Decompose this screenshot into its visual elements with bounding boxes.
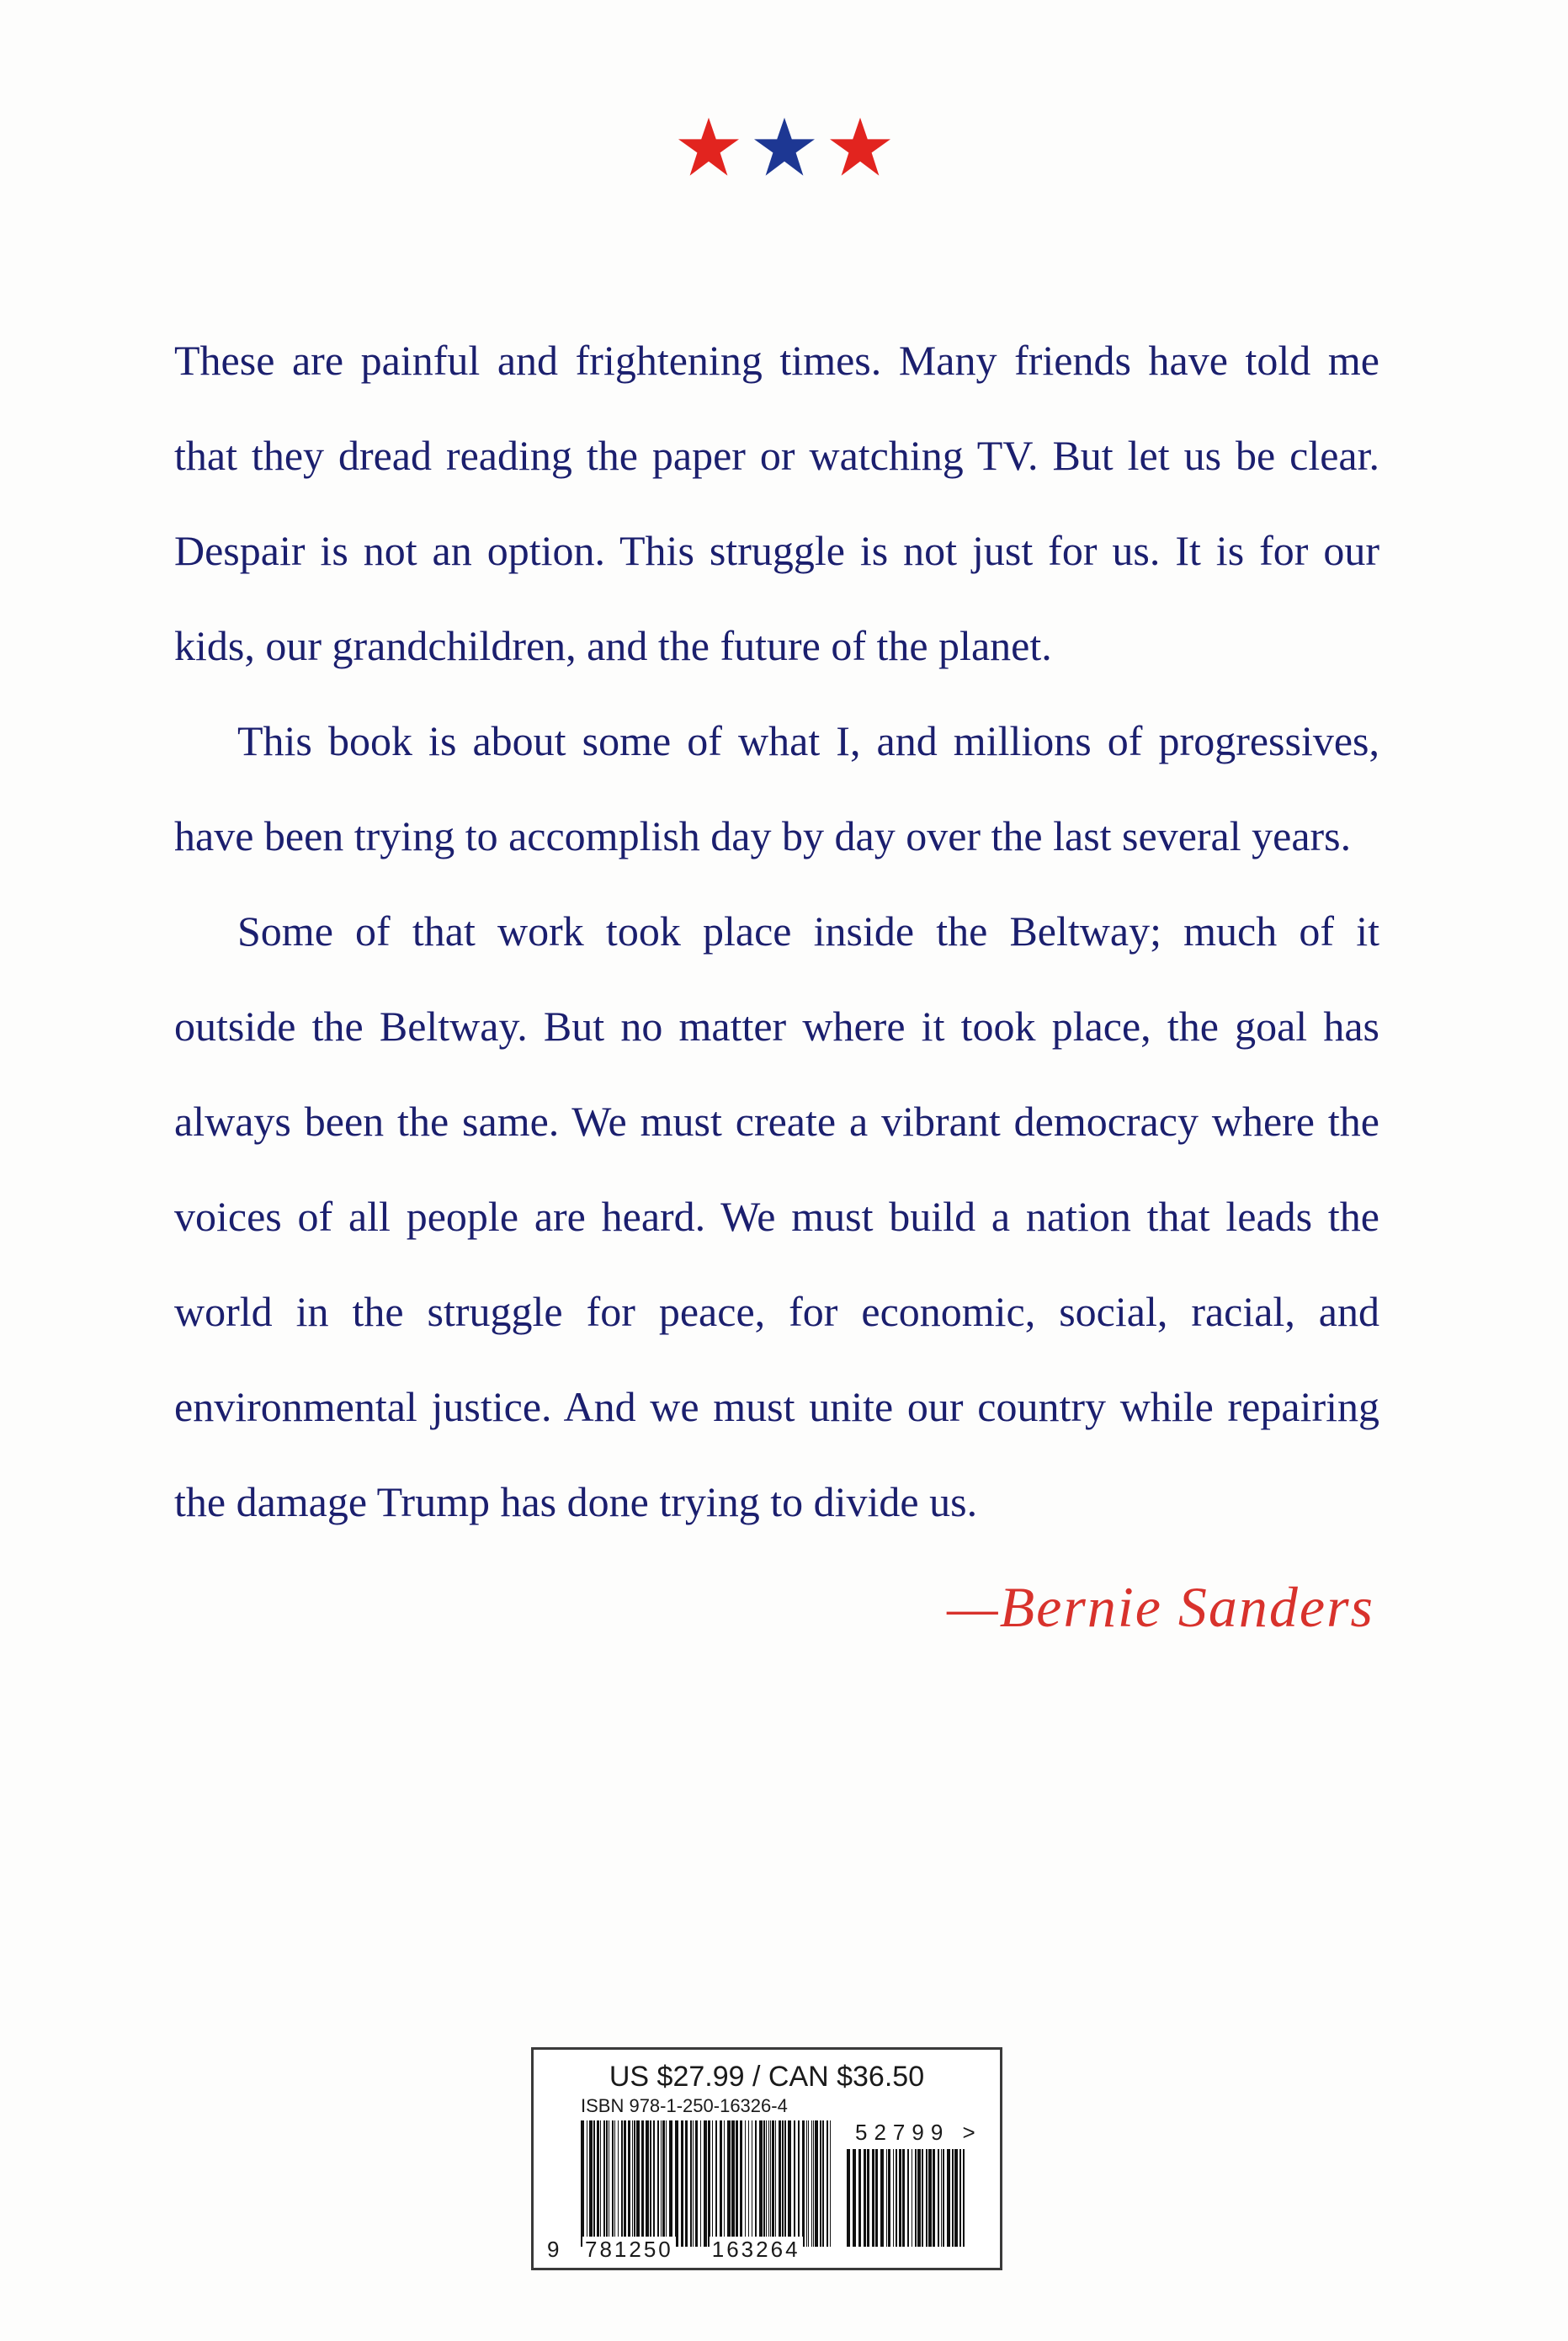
barcode-bar	[690, 2120, 692, 2247]
barcode-bar	[847, 2149, 850, 2247]
barcode-bar	[917, 2149, 921, 2247]
barcode-bar	[907, 2149, 909, 2247]
barcode-bar	[632, 2120, 633, 2247]
barcode-bar	[947, 2149, 950, 2247]
barcode-digits-right: 163264	[710, 2237, 803, 2262]
paragraph-1: These are painful and frightening times. Many friends have told me that they dread reading the paper or watching TV. But let us be clear. Despair is not an option. This struggle is not just for us. It is for our kids, our grandchildren, and the future of the planet.	[174, 337, 1379, 669]
barcode-bar	[770, 2120, 771, 2247]
barcode-box	[531, 2047, 1002, 2270]
barcode-bar	[759, 2120, 763, 2247]
barcode-bar	[853, 2149, 856, 2247]
barcode-bar	[675, 2120, 678, 2247]
barcode-bar	[806, 2120, 807, 2247]
barcode-bar	[963, 2149, 965, 2247]
paragraph-2: This book is about some of what I, and millions of progressives, have been trying to accomplish day by day over the last several years.	[174, 717, 1379, 859]
barcode-bar	[715, 2120, 717, 2247]
barcode-bar	[779, 2120, 781, 2247]
barcode-bar	[597, 2120, 599, 2247]
paragraph-3: Some of that work took place inside the Beltway; much of it outside the Beltway. But no matter where it took place, the goal has always been the same. We must create a vibrant democracy where the voices of all people are heard. We must build a nation that leads the world in the struggle for peace, for economic, social, racial, and environmental justice. And we must unite our country while repairing the damage Trump has done trying to divide us.	[174, 907, 1379, 1525]
star-icon-shape	[678, 118, 739, 176]
barcode-bar	[922, 2149, 923, 2247]
barcode-bar	[772, 2120, 774, 2247]
barcode-bar	[636, 2120, 640, 2247]
barcode-bar	[933, 2149, 935, 2247]
barcode-bar	[864, 2149, 866, 2247]
barcode-bar	[811, 2120, 812, 2247]
barcode-digits-left: 781250	[582, 2237, 676, 2262]
barcode-bar	[641, 2120, 644, 2247]
barcode-bar	[657, 2120, 659, 2247]
barcode-bar	[775, 2120, 776, 2247]
barcode-bar	[813, 2120, 814, 2247]
barcode-bar	[802, 2120, 805, 2247]
barcode-bar	[704, 2120, 707, 2247]
barcode-bar	[858, 2149, 861, 2247]
barcode-bar	[880, 2149, 884, 2247]
barcode-bar	[943, 2149, 944, 2247]
barcode-bar	[888, 2149, 890, 2247]
barcode-bar	[736, 2120, 738, 2247]
barcode-bar	[867, 2149, 869, 2247]
barcode-bar	[581, 2120, 584, 2247]
barcode-supplement-number: 52799 >	[855, 2120, 982, 2145]
barcode-bar	[899, 2149, 901, 2247]
barcode-bar	[618, 2120, 619, 2247]
barcode-bar	[720, 2120, 722, 2247]
barcode-bar	[624, 2120, 626, 2247]
barcode-bar	[798, 2120, 800, 2247]
star-icon	[827, 114, 894, 181]
barcode-bar	[666, 2120, 667, 2247]
barcode-digits	[547, 2237, 803, 2262]
isbn-label: ISBN 978-1-250-16326-4	[581, 2095, 788, 2116]
barcode-bar	[822, 2120, 824, 2247]
barcode-bar	[600, 2120, 601, 2247]
barcode-bar	[681, 2120, 683, 2247]
barcode-bar	[784, 2120, 786, 2247]
barcode-bar	[896, 2149, 897, 2247]
barcode-bar	[740, 2120, 742, 2247]
star-icon	[751, 114, 818, 181]
barcode-bar	[653, 2120, 655, 2247]
barcode-bar	[820, 2120, 821, 2247]
barcode-bar	[827, 2120, 828, 2247]
barcode-bar	[700, 2120, 701, 2247]
back-cover-text	[174, 313, 1379, 1550]
barcode-bar	[808, 2120, 809, 2247]
barcode-bar	[794, 2120, 795, 2247]
star-icon-shape	[754, 118, 815, 176]
barcode-bar	[959, 2149, 961, 2247]
barcode-bar	[646, 2120, 649, 2247]
barcode-bar	[815, 2120, 818, 2247]
barcode-bar	[915, 2149, 917, 2247]
barcode-bar	[886, 2149, 887, 2247]
barcode-bar	[708, 2120, 710, 2247]
barcode-bar	[661, 2120, 662, 2247]
barcode-bar	[695, 2120, 698, 2247]
barcode-bar	[745, 2120, 746, 2247]
barcode-bar	[614, 2120, 615, 2247]
barcode-bar	[727, 2120, 731, 2247]
barcode-bar	[768, 2120, 769, 2247]
barcode-bar	[875, 2149, 878, 2247]
author-signature: —Bernie Sanders	[947, 1575, 1374, 1639]
barcode-supplement	[847, 2149, 965, 2247]
barcode-bar	[650, 2120, 651, 2247]
barcode-bar	[952, 2149, 954, 2247]
barcode-bar	[872, 2149, 874, 2247]
barcode-bar	[621, 2120, 623, 2247]
barcode-bar	[926, 2149, 928, 2247]
barcode-bar	[954, 2149, 958, 2247]
barcode-bar	[612, 2120, 614, 2247]
barcode-bar	[634, 2120, 635, 2247]
barcode-bar	[731, 2120, 735, 2247]
barcode-bar	[755, 2120, 757, 2247]
barcode-bar	[763, 2120, 765, 2247]
barcode-bar	[662, 2120, 665, 2247]
barcode-bar	[788, 2120, 791, 2247]
barcode-bar	[893, 2149, 894, 2247]
star-icon-shape	[830, 118, 890, 176]
barcode-bar	[748, 2120, 749, 2247]
stars-ornament	[0, 114, 1568, 181]
barcode-bar	[628, 2120, 630, 2247]
barcode-main	[581, 2120, 833, 2247]
barcode-bar	[593, 2120, 595, 2247]
price-label: US $27.99 / CAN $36.50	[609, 2061, 925, 2093]
barcode-bar	[712, 2120, 713, 2247]
barcode-bar	[928, 2149, 932, 2247]
barcode-bar	[724, 2120, 725, 2247]
star-icon	[675, 114, 742, 181]
barcode-bar	[603, 2120, 605, 2247]
barcode-bar	[606, 2120, 608, 2247]
barcode-bar	[938, 2149, 939, 2247]
barcode-bar	[669, 2120, 672, 2247]
barcode-bar	[830, 2120, 831, 2247]
barcode-bar	[685, 2120, 688, 2247]
barcode-bar	[589, 2120, 593, 2247]
barcode-bar	[766, 2120, 767, 2247]
barcode-bar	[782, 2120, 784, 2247]
barcode-digit-lead: 9	[547, 2237, 560, 2262]
barcode-bar	[902, 2149, 905, 2247]
barcode-bar	[693, 2120, 694, 2247]
barcode-bar	[941, 2149, 942, 2247]
